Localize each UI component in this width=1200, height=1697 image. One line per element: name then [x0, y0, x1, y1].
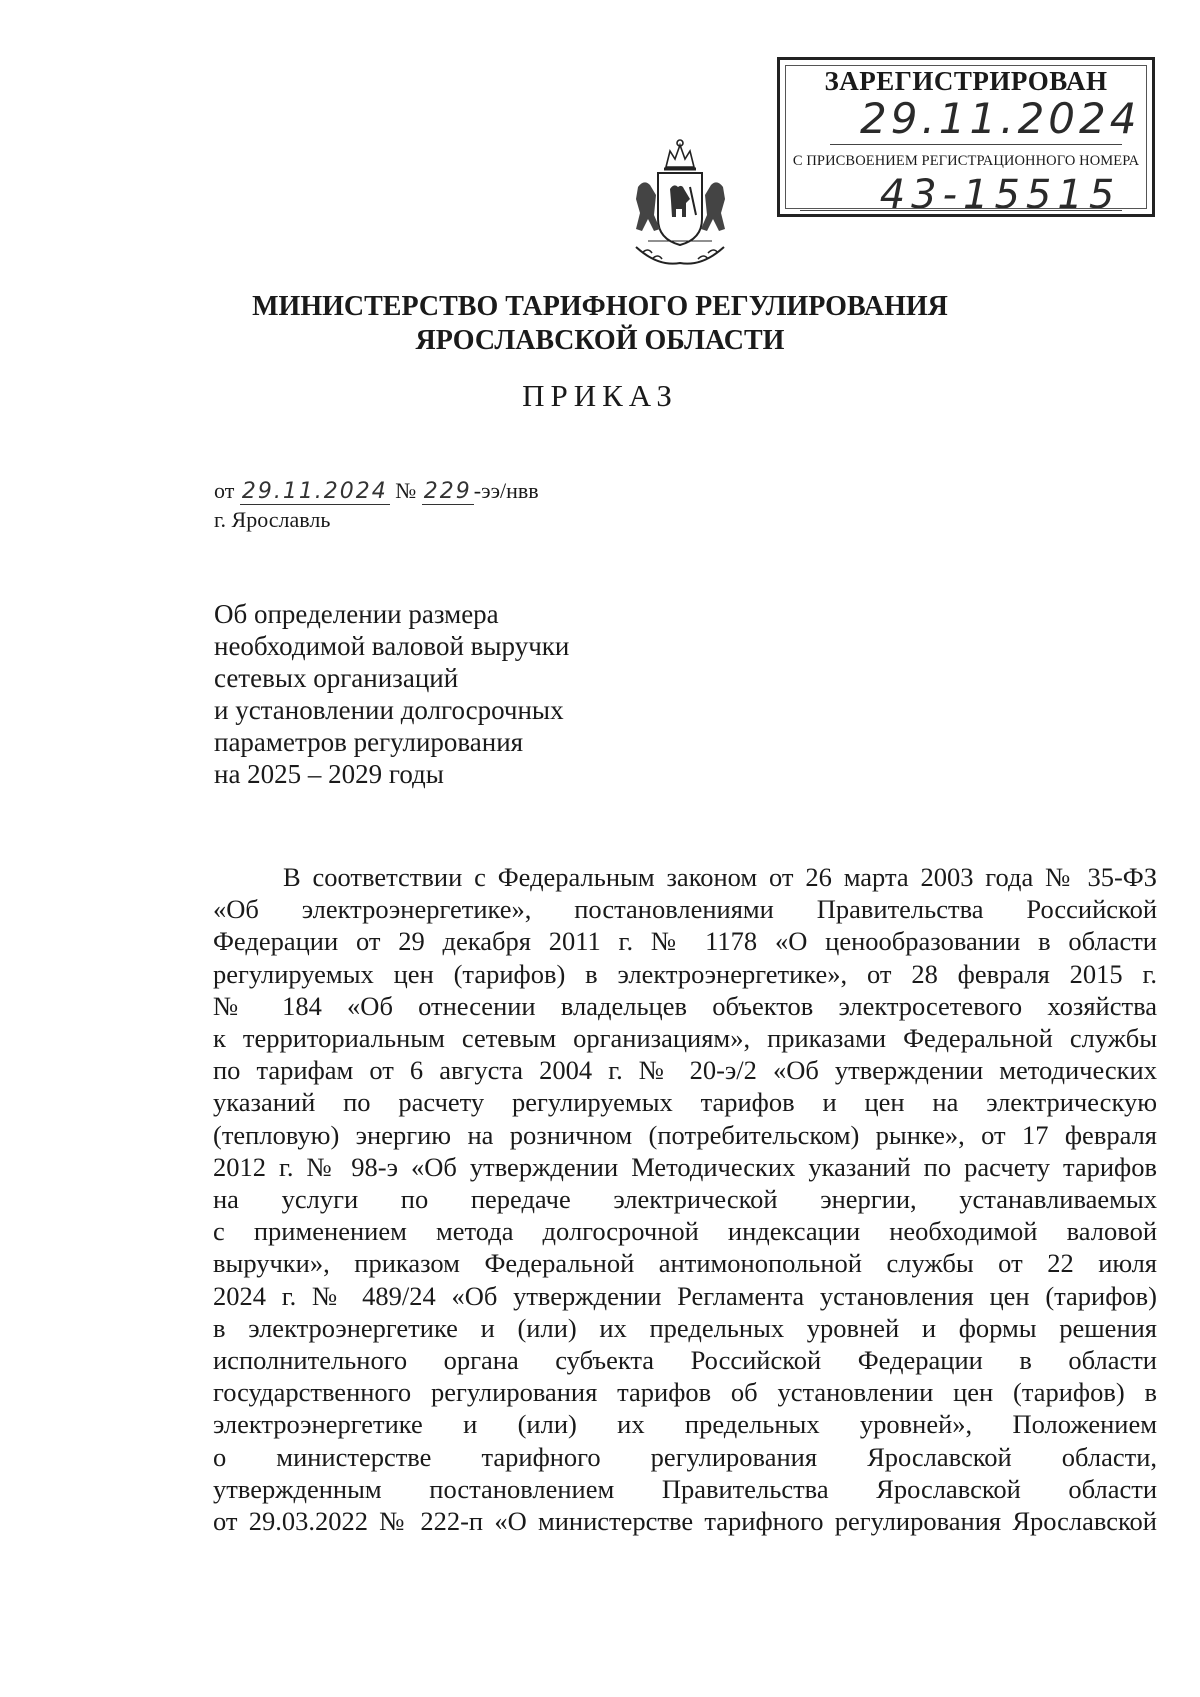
order-city: г. Ярославль	[214, 507, 331, 532]
body-line: с применением метода долгосрочной индексации необходимой валовой	[213, 1216, 1157, 1247]
body-line: государственного регулирования тарифов об установлении цен (тарифов) в	[213, 1377, 1157, 1408]
stamp-date: 29.11.2024	[860, 94, 1141, 143]
body-line: по тарифам от 6 августа 2004 г. № 20-э/2 «Об утверждении методических	[213, 1055, 1157, 1086]
subject-line: Об определении размера	[214, 599, 499, 629]
body-line: указаний по расчету регулируемых тарифов и цен на электрическую	[213, 1087, 1157, 1118]
body-line: на услуги по передаче электрической энергии, устанавливаемых	[213, 1184, 1157, 1215]
order-subject	[214, 598, 569, 790]
registration-stamp	[777, 57, 1155, 217]
stamp-registration-number: 43-15515	[879, 172, 1121, 218]
body-line: от 29.03.2022 № 222-п «О министерстве тарифного регулирования Ярославской	[213, 1506, 1157, 1537]
body-line: исполнительного органа субъекта Российской Федерации в области	[213, 1345, 1157, 1376]
body-line: выручки», приказом Федеральной антимонопольной службы от 22 июля	[213, 1248, 1157, 1279]
ministry-name	[0, 290, 1200, 358]
body-line: «Об электроэнергетике», постановлениями Правительства Российской	[213, 894, 1157, 925]
body-line: к территориальным сетевым организациям», приказами Федеральной службы	[213, 1023, 1157, 1054]
stamp-subtitle: С ПРИСВОЕНИЕМ РЕГИСТРАЦИОННОГО НОМЕРА	[792, 153, 1140, 169]
body-line: 2024 г. № 489/24 «Об утверждении Регламента установления цен (тарифов)	[213, 1280, 1157, 1311]
subject-line: параметров регулирования	[214, 727, 524, 757]
body-line: Федерации от 29 декабря 2011 г. № 1178 «О ценообразовании в области	[213, 926, 1157, 957]
order-date-number	[214, 478, 539, 504]
ministry-name-line1: МИНИСТЕРСТВО ТАРИФНОГО РЕГУЛИРОВАНИЯ	[252, 291, 948, 322]
order-date: 29.11.2024	[241, 479, 388, 504]
body-line: о министерстве тарифного регулирования Ярославской области,	[213, 1441, 1157, 1472]
order-preamble	[213, 861, 1157, 1537]
yaroslavl-coat-of-arms-icon	[618, 137, 743, 277]
body-line: в электроэнергетике и (или) их предельных уровней и формы решения	[213, 1312, 1157, 1343]
stamp-underline	[800, 210, 1122, 211]
stamp-divider	[830, 144, 1122, 145]
order-number-sign: №	[395, 478, 417, 503]
document-type: ПРИКАЗ	[522, 378, 678, 413]
order-from-label: от	[214, 478, 235, 503]
body-line: электроэнергетике и (или) их предельных уровней», Положением	[213, 1409, 1157, 1440]
body-line: 2012 г. № 98-э «Об утверждении Методических указаний по расчету тарифов	[213, 1151, 1157, 1182]
stamp-title: ЗАРЕГИСТРИРОВАН	[824, 66, 1108, 96]
ministry-name-line2: ЯРОСЛАВСКОЙ ОБЛАСТИ	[415, 325, 785, 356]
body-line: регулируемых цен (тарифов) в электроэнергетике», от 28 февраля 2015 г.	[213, 958, 1157, 989]
subject-line: необходимой валовой выручки	[214, 631, 570, 661]
body-line: В соответствии с Федеральным законом от 26 марта 2003 года № 35-ФЗ	[283, 862, 1157, 892]
body-line: утвержденным постановлением Правительства Ярославской области	[213, 1473, 1157, 1504]
subject-line: и установлении долгосрочных	[214, 695, 564, 725]
order-number-suffix: -ээ/нвв	[473, 478, 539, 503]
subject-line: на 2025 – 2029 годы	[214, 759, 444, 789]
subject-line: сетевых организаций	[214, 663, 459, 693]
body-line: № 184 «Об отнесении владельцев объектов электросетевого хозяйства	[213, 990, 1157, 1021]
order-number: 229	[423, 479, 472, 504]
body-line: (тепловую) энергию на розничном (потребительском) рынке», от 17 февраля	[213, 1119, 1157, 1150]
